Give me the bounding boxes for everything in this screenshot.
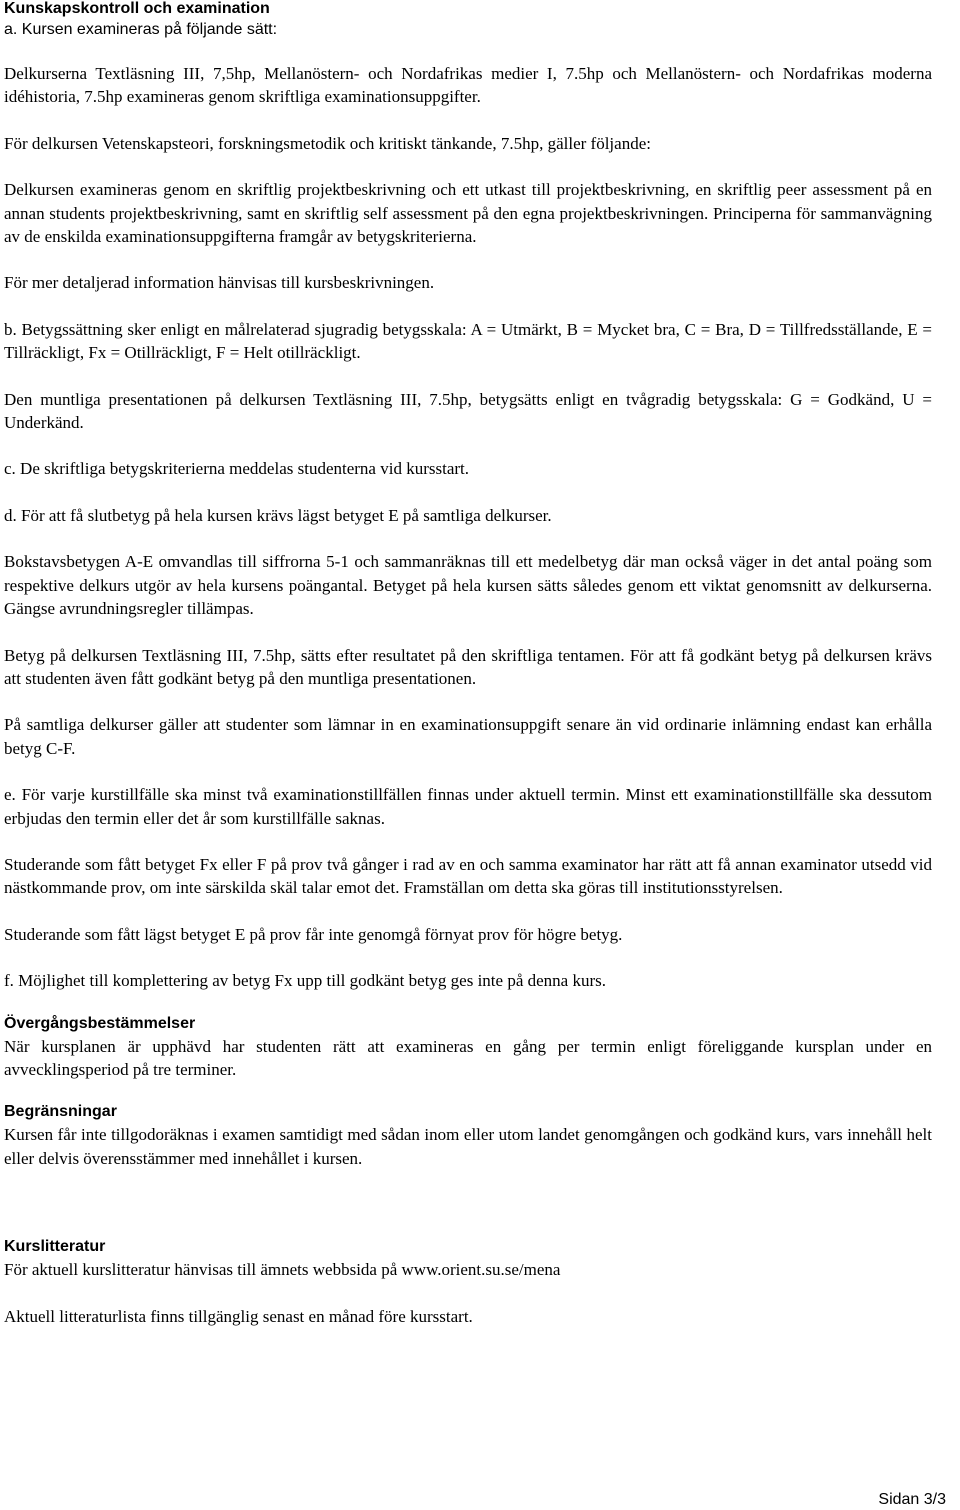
page-number: Sidan 3/3 [878,1491,946,1508]
item-b-betygsskala: b. Betygssättning sker enligt en målrelaterad sjugradig betygsskala: A = Utmärkt, B = Mycket bra, C = Bra, D = Tillfredsställande, E = Tillräckligt, Fx = Otillräckligt, F = Helt otillräckligt. [4,319,932,363]
paragraph-fornyat-prov: Studerande som fått lägst betyget E på prov får inte genomgå förnyat prov för högre betyg. [4,924,623,944]
item-f-komplettering: f. Möjlighet till komplettering av betyg Fx upp till godkänt betyg ges inte på denna kurs. [4,971,606,991]
section-title-kurslitteratur: Kurslitteratur [4,1238,106,1256]
document-page [4,0,932,1328]
paragraph-vetenskapsteori: För delkursen Vetenskapsteori, forskningsmetodik och kritiskt tänkande, 7.5hp, gäller följande: [4,133,651,153]
section-title-begransningar: Begränsningar [4,1103,117,1121]
paragraph-muntlig-presentation: Den muntliga presentationen på delkursen Textläsning III, 7.5hp, betygsätts enligt en tvågradig betygsskala: G = Godkänd, U = Underkänd. [4,389,932,433]
paragraph-projektbeskrivning: Delkursen examineras genom en skriftlig projektbeskrivning och ett utkast till projektbeskrivning, en skriftlig peer assessment på en annan students projektbeskrivning, samt en skriftlig self assessment på den egna projektbeskrivningen. Principerna för sammanvägning av de enskilda examinationsuppgifterna framgår av betygskriterierna. [4,180,932,247]
paragraph-bokstavsbetyg: Bokstavsbetygen A-E omvandlas till siffrorna 5-1 och sammanräknas till ett medelbetyg där man också väger in det antal poäng som respektive delkurs utgör av hela kursens poängantal. Betyget på hela kursen sätts således genom ett viktat genomsnitt av delkurserna. Gängse avrundningsregler tillämpas. [4,552,932,619]
paragraph-textlasning-betyg: Betyg på delkursen Textläsning III, 7.5hp, sätts efter resultatet på den skriftliga tentamen. För att få godkänt betyg på delkursen krävs att studenten även fått godkänt betyg på den muntliga presentationen. [4,645,932,688]
paragraph-begransningar: Kursen får inte tillgodoräknas i examen samtidigt med sådan inom eller utom landet genomgången och godkänd kurs, vars innehåll helt eller delvis överensstämmer med innehållet i kursen. [4,1125,932,1168]
paragraph-kursbeskrivning-ref: För mer detaljerad information hänvisas till kursbeskrivningen. [4,273,435,293]
paragraph-overgangsbestammelser: När kursplanen är upphävd har studenten rätt att examineras en gång per termin enligt föreliggande kursplan under en avvecklingsperiod på tre terminer. [4,1036,932,1079]
item-e-examinationstillfallen: e. För varje kurstillfälle ska minst två examinationstillfällen finnas under aktuell termin. Minst ett examinationstillfälle ska dessutom erbjudas den termin eller det år som kurstillfälle saknas. [4,785,932,828]
section-title-overgangsbestammelser: Övergångsbestämmelser [4,1014,196,1032]
item-c-betygskriterier: c. De skriftliga betygskriterierna meddelas studenterna vid kursstart. [4,459,469,479]
item-d-slutbetyg: d. För att få slutbetyg på hela kursen krävs lägst betyget E på samtliga delkurser. [4,505,552,525]
item-a-label: a. Kursen examineras på följande sätt: [4,21,278,38]
paragraph-kurslitteratur-webbsida: För aktuell kurslitteratur hänvisas till ämnets webbsida på www.orient.su.se/mena [4,1260,561,1280]
section-title-kunskapskontroll: Kunskapskontroll och examination [4,0,270,17]
paragraph-annan-examinator: Studerande som fått betyget Fx eller F på prov två gånger i rad av en och samma examinator har rätt att få annan examinator utsedd vid nästkommande prov, om inte särskilda skäl talar emot det. Framställan om detta ska göras till institutionsstyrelsen. [4,854,932,898]
paragraph-litteraturlista: Aktuell litteraturlista finns tillgänglig senast en månad före kursstart. [4,1306,473,1326]
paragraph-sen-inlamning: På samtliga delkurser gäller att studenter som lämnar in en examinationsuppgift senare än vid ordinarie inlämning endast kan erhålla betyg C-F. [4,715,932,758]
paragraph-delkurser-examination: Delkurserna Textläsning III, 7,5hp, Mellanöstern- och Nordafrikas medier I, 7.5hp och Mellanöstern- och Nordafrikas moderna idéhistoria, 7.5hp examineras genom skriftliga examinationsuppgifter. [4,64,932,107]
